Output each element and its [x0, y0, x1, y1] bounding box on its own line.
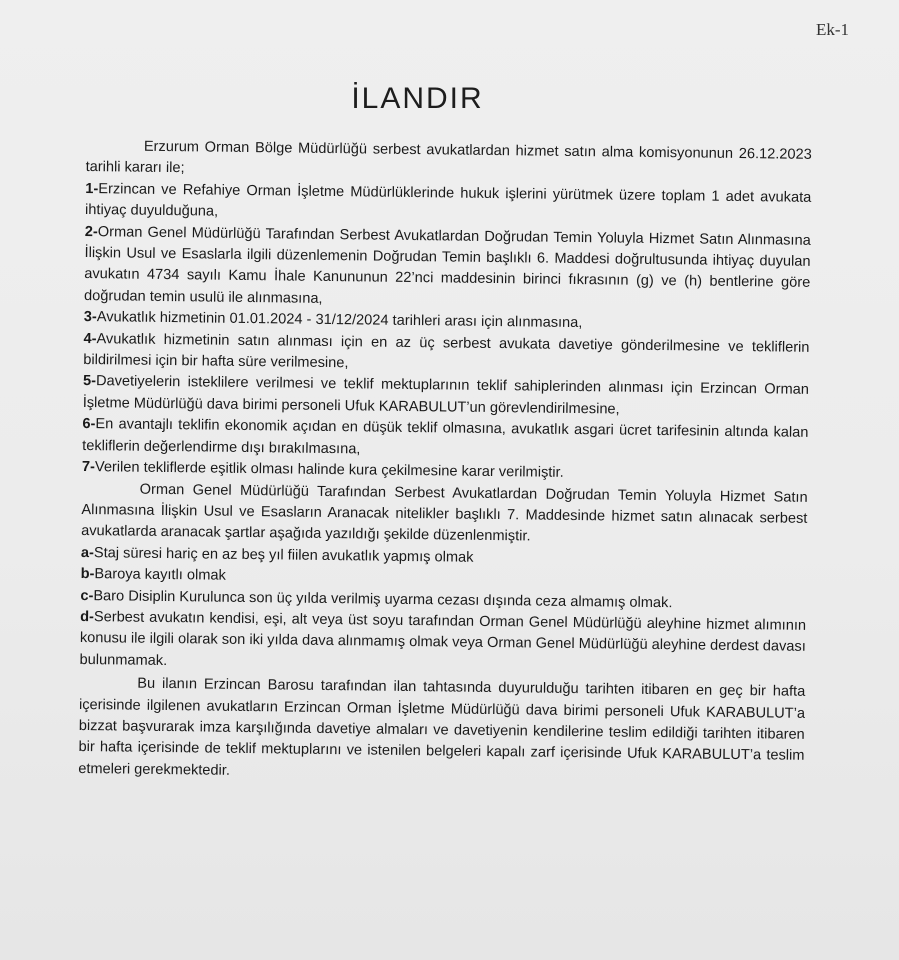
decision-number: 2-: [84, 223, 98, 240]
decision-number: 7-: [81, 459, 96, 476]
decision-text: Erzincan ve Refahiye Orman İşletme Müdürlüklerinde hukuk işlerini yürütmek üzere toplam 1 adet avukata ihtiyaç duyulduğuna,: [84, 180, 812, 220]
decision-number: 1-: [85, 180, 99, 197]
decision-text: Orman Genel Müdürlüğü Tarafından Serbest Avukatlardan Doğrudan Temin Yoluyla Hizmet Satın Alınmasına İlişkin Usul ve Esaslarla ilgili düzenlemenin Doğrudan Temin başlıklı 6. Maddesi doğrultusunda ihtiyaç duyulan avukatın 4734 sayılı Kamu İhale Kanununun 22’nci maddesinin birinci fıkrasının (g) ve (h) bentlerine göre doğrudan temin usulü ile alınmasına,: [83, 223, 811, 307]
document-body: [78, 136, 812, 789]
decision-text: Davetiyelerin isteklilere verilmesi ve teklif mektuplarının teklif sahiplerinden alınması için Erzincan Orman İşletme Müdürlüğü dava birimi personeli Ufuk KARABULUT’un görevlendirilmesine,: [82, 373, 810, 418]
requirement-letter: a-: [80, 544, 94, 561]
annex-label: Ek-1: [815, 20, 849, 39]
requirements-intro-paragraph: Orman Genel Müdürlüğü Tarafından Serbest Avukatlardan Doğrudan Temin Yoluyla Hizmet Satın Alınmasına İlişkin Usul ve Esasların Aranacak nitelikler başlıklı 7. Maddesinde hizmet satın alınacak serbest avukatlarda aranacak şartlar aşağıda yazıldığı şekilde düzenlenmiştir.: [81, 481, 808, 545]
decisions-list: [82, 179, 812, 488]
decision-text: Verilen tekliflerde eşitlik olması halinde kura çekilmesine karar verilmiştir.: [94, 459, 564, 481]
decision-number: 4-: [83, 330, 97, 347]
requirements-list: [79, 543, 807, 680]
decision-text: Avukatlık hizmetinin 01.01.2024 - 31/12/2024 tarihleri arası için alınmasına,: [96, 309, 583, 332]
requirement-text: Staj süresi hariç en az beş yıl fiilen avukatlık yapmış olmak: [93, 544, 474, 566]
requirement-letter: b-: [80, 566, 95, 583]
decision-text: Avukatlık hizmetinin satın alınması için en az üç serbest avukata davetiye gönderilmesine ve tekliflerin bildirilmesi için bir hafta süre verilmesine,: [83, 330, 810, 372]
decision-number: 5-: [82, 373, 97, 390]
requirement-text: Serbest avukatın kendisi, eşi, alt veya üst soyu tarafından Orman Genel Müdürlüğü aleyhine hizmet alımının konusu ile ilgili olarak son iki yılda dava alınmamış olmak veya Orman Genel Müdürlüğü aleyhine derdest davası bulunmamak.: [79, 609, 807, 669]
decision-text: En avantajlı teklifin ekonomik açıdan en düşük teklif olmasına, avukatlık asgari ücret tarifesinin altında kalan tekliflerin değerlendirme dışı bırakılmasına,: [82, 416, 809, 458]
decision-item: [84, 222, 811, 316]
requirement-letter: c-: [80, 587, 94, 604]
requirement-letter: d-: [80, 608, 95, 626]
requirement-item: [79, 607, 806, 680]
decision-number: 6-: [82, 416, 96, 433]
requirement-text: Baroya kayıtlı olmak: [94, 566, 226, 584]
requirement-text: Baro Disiplin Kurulunca son üç yılda verilmiş uyarma cezası dışında ceza almamış olmak.: [93, 587, 673, 611]
intro-paragraph: Erzurum Orman Bölge Müdürlüğü serbest avukatlardan hizmet satın alma komisyonunun 26.12.2023 tarihli kararı ile;: [85, 138, 812, 177]
closing-paragraph: Bu ilanın Erzincan Barosu tarafından ilan tahtasında duyurulduğu tarihten itibaren en geç bir hafta içerisinde ilgilenen avukatların Erzincan Orman İşletme Müdürlüğü dava birimi personeli Ufuk KARABULUT’a bizzat başvurarak imza karşılığında davetiye almaları ve davetiyenin kendilerine teslim edildiği tarihten itibaren bir hafta içerisinde de teklif mektuplarını ve istenilen belgeleri kapalı zarf içerisinde Ufuk KARABULUT’a teslim etmeleri gerekmektedir.: [78, 675, 806, 779]
decision-number: 3-: [83, 309, 97, 326]
page-title: İLANDIR: [351, 82, 484, 115]
